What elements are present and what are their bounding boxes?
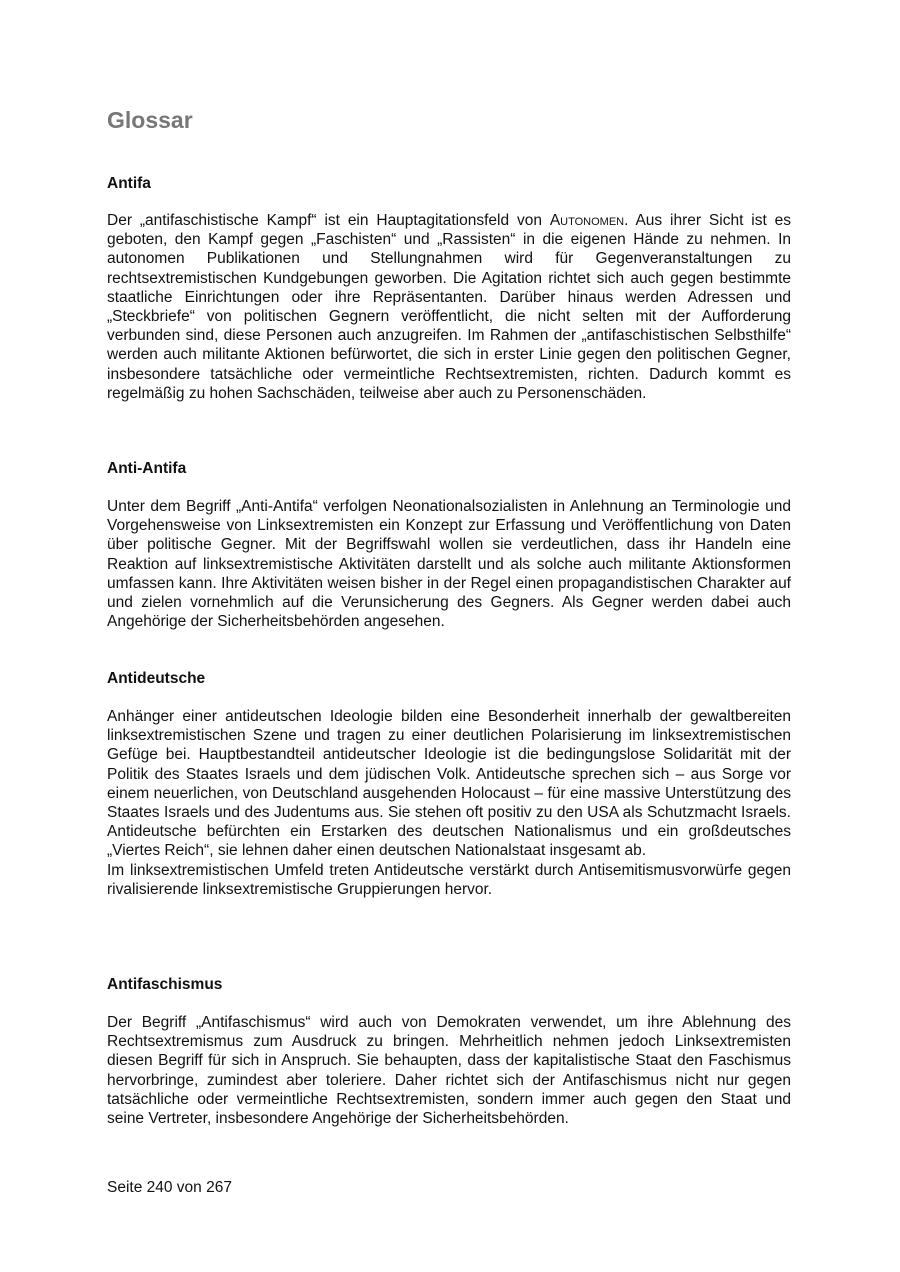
- entry-heading-anti-antifa: Anti-Antifa: [107, 460, 187, 477]
- entry-body-antifa: [107, 211, 791, 403]
- entry-paragraph: Unter dem Begriff „Anti-Antifa“ verfolgen Neonationalsozialisten in Anlehnung an Terminologie und Vorgehensweise von Linksextremisten ein Konzept zur Erfassung und Veröffentlichung von Daten über politische Gegner. Mit der Begriffswahl wollen sie verdeutlichen, dass ihr Handeln eine Reaktion auf linksextremistische Aktivitäten darstellt und als solche auch militante Aktionsformen umfassen kann. Ihre Aktivitäten weisen bisher in der Regel einen propagandistischen Charakter auf und zielen vornehmlich auf die Verunsicherung des Gegners. Als Gegner werden dabei auch Angehörige der Sicherheitsbehörden angesehen.: [107, 498, 791, 631]
- entry-paragraph: Der „antifaschistische Kampf“ ist ein Hauptagitationsfeld von Autonomen. Aus ihrer Sicht ist es geboten, den Kampf gegen „Faschisten“ und „Rassisten“ in die eigenen Hände zu nehmen. In autonomen Publikationen und Stellungnahmen wird für Gegenveranstaltungen zu rechtsextremistischen Kundgebungen geworben. Die Agitation richtet sich auch gegen bestimmte staatliche Einrichtungen oder ihre Repräsentanten. Darüber hinaus werden Adressen und „Steckbriefe“ von politischen Gegnern veröffentlicht, die nicht selten mit der Aufforderung verbunden sind, diese Personen auch anzugreifen. Im Rahmen der „antifaschistischen Selbsthilfe“ werden auch militante Aktionen befürwortet, die sich in erster Linie gegen den politischen Gegner, insbesondere tatsächliche oder vermeintliche Rechtsextremisten, richten. Dadurch kommt es regelmäßig zu hohen Sachschäden, teilweise aber auch zu Personenschäden.: [107, 212, 792, 402]
- entry-paragraph: Anhänger einer antideutschen Ideologie bilden eine Besonderheit innerhalb der gewaltbereiten linksextremistischen Szene und tragen zu einer deutlichen Polarisierung im linksextremistischen Gefüge bei. Hauptbestandteil antideutscher Ideologie ist die bedingungslose Solidarität mit der Politik des Staates Israels und dem jüdischen Volk. Antideutsche sprechen sich – aus Sorge vor einem neuerlichen, von Deutschland ausgehenden Holocaust – für eine massive Unterstützung des Staates Israels und des Judentums aus. Sie stehen oft positiv zu den USA als Schutzmacht Israels. Antideutsche befürchten ein Erstarken des deutschen Nationalismus und ein großdeutsches „Viertes Reich“, sie lehnen daher einen deutschen Nationalstaat insgesamt ab.: [107, 708, 791, 860]
- entry-body-antideutsche: [107, 707, 791, 899]
- glossary-term-reference: Autonomen: [549, 212, 625, 229]
- entry-paragraph: Der Begriff „Antifaschismus“ wird auch von Demokraten verwendet, um ihre Ablehnung des Rechtsextremismus zum Ausdruck zu bringen. Mehrheitlich nehmen jedoch Linksextremisten diesen Begriff für sich in Anspruch. Sie behaupten, dass der kapitalistische Staat den Faschismus hervorbringe, zumindest aber toleriere. Daher richtet sich der Antifaschismus nicht nur gegen tatsächliche oder vermeintliche Rechtsextremisten, sondern immer auch gegen den Staat und seine Vertreter, insbesondere Angehörige der Sicherheitsbehörden.: [107, 1014, 791, 1128]
- entry-heading-antifa: Antifa: [107, 175, 151, 192]
- entry-heading-antifaschismus: Antifaschismus: [107, 976, 223, 993]
- page-number: Seite 240 von 267: [107, 1179, 232, 1196]
- entry-paragraph: Im linksextremistischen Umfeld treten Antideutsche verstärkt durch Antisemitismusvorwürfe gegen rivalisierende linksextremistische Gruppierungen hervor.: [107, 861, 791, 898]
- page-title: Glossar: [107, 107, 193, 133]
- entry-body-antifaschismus: [107, 1013, 791, 1128]
- entry-heading-antideutsche: Antideutsche: [107, 670, 206, 687]
- entry-body-anti-antifa: [107, 497, 791, 631]
